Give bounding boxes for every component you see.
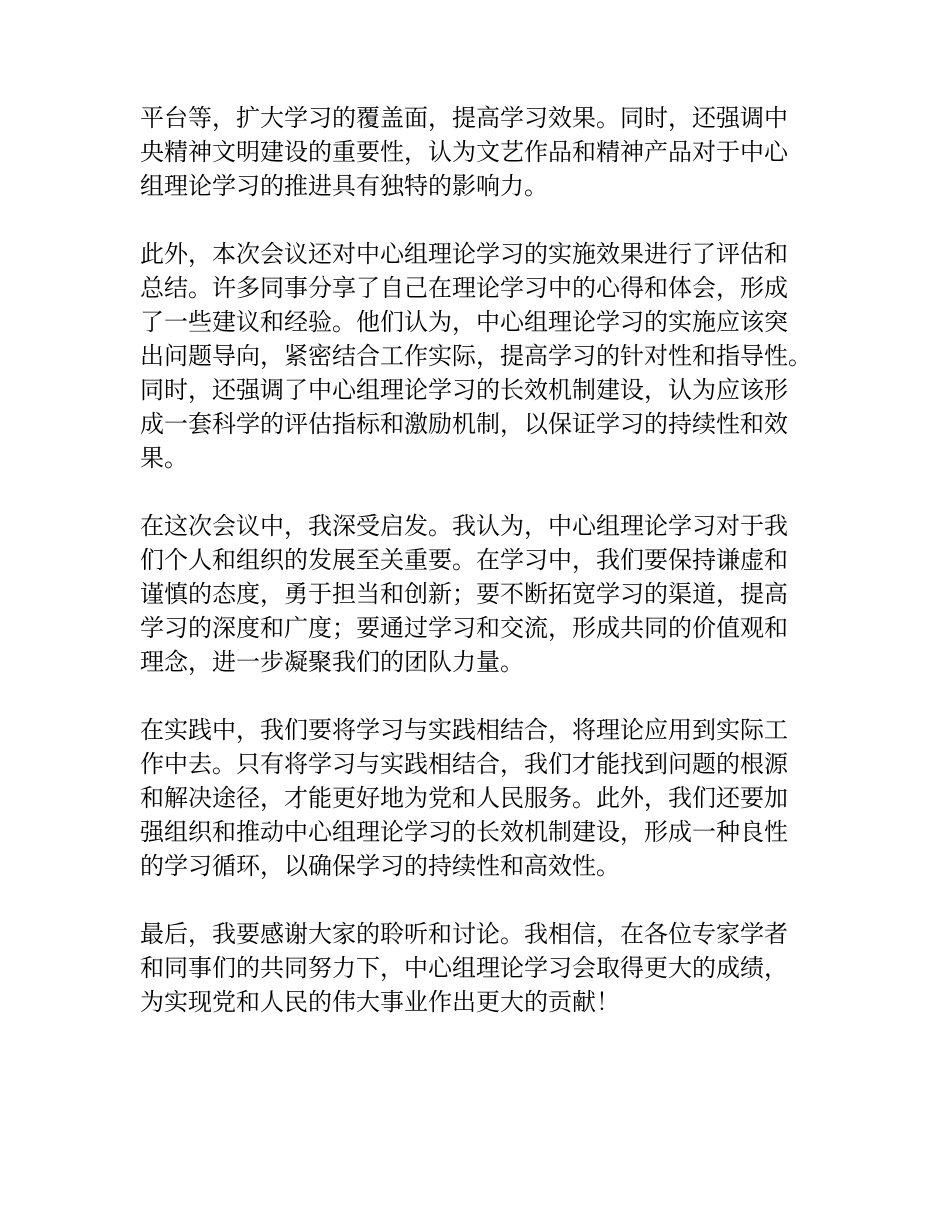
paragraph-1	[140, 101, 830, 203]
text-line: 组理论学习的推进具有独特的影响力。	[140, 172, 548, 200]
text-line: 同时，还强调了中心组理论学习的长效机制建设，认为应该形	[140, 376, 788, 404]
text-line: 和解决途径，才能更好地为党和人民服务。此外，我们还要加	[140, 784, 788, 812]
text-line: 为实现党和人民的伟大事业作出更大的贡献！	[140, 988, 620, 1016]
text-line: 出问题导向，紧密结合工作实际，提高学习的针对性和指导性。	[140, 342, 812, 370]
document-body	[140, 101, 830, 1053]
text-line: 学习的深度和广度；要通过学习和交流，形成共同的价值观和	[140, 614, 788, 642]
text-line: 在这次会议中，我深受启发。我认为，中心组理论学习对于我	[140, 512, 788, 540]
text-line: 作中去。只有将学习与实践相结合，我们才能找到问题的根源	[140, 750, 788, 778]
text-line: 平台等，扩大学习的覆盖面，提高学习效果。同时，还强调中	[140, 104, 788, 132]
text-line: 强组织和推动中心组理论学习的长效机制建设，形成一种良性	[140, 818, 788, 846]
text-line: 成一套科学的评估指标和激励机制，以保证学习的持续性和效	[140, 410, 788, 438]
text-line: 和同事们的共同努力下，中心组理论学习会取得更大的成绩，	[140, 954, 788, 982]
text-line: 们个人和组织的发展至关重要。在学习中，我们要保持谦虚和	[140, 546, 788, 574]
paragraph-5	[140, 917, 830, 1019]
text-line: 谨慎的态度，勇于担当和创新；要不断拓宽学习的渠道，提高	[140, 580, 788, 608]
text-line: 总结。许多同事分享了自己在理论学习中的心得和体会，形成	[140, 274, 788, 302]
paragraph-2	[140, 237, 830, 475]
text-line: 理念，进一步凝聚我们的团队力量。	[140, 648, 524, 676]
paragraph-4	[140, 713, 830, 883]
text-line: 最后，我要感谢大家的聆听和讨论。我相信，在各位专家学者	[140, 920, 788, 948]
paragraph-3	[140, 509, 830, 679]
text-line: 在实践中，我们要将学习与实践相结合，将理论应用到实际工	[140, 716, 788, 744]
text-line: 了一些建议和经验。他们认为，中心组理论学习的实施应该突	[140, 308, 788, 336]
text-line: 央精神文明建设的重要性，认为文艺作品和精神产品对于中心	[140, 138, 788, 166]
text-line: 此外，本次会议还对中心组理论学习的实施效果进行了评估和	[140, 240, 788, 268]
text-line: 果。	[140, 444, 188, 472]
text-line: 的学习循环，以确保学习的持续性和高效性。	[140, 852, 620, 880]
